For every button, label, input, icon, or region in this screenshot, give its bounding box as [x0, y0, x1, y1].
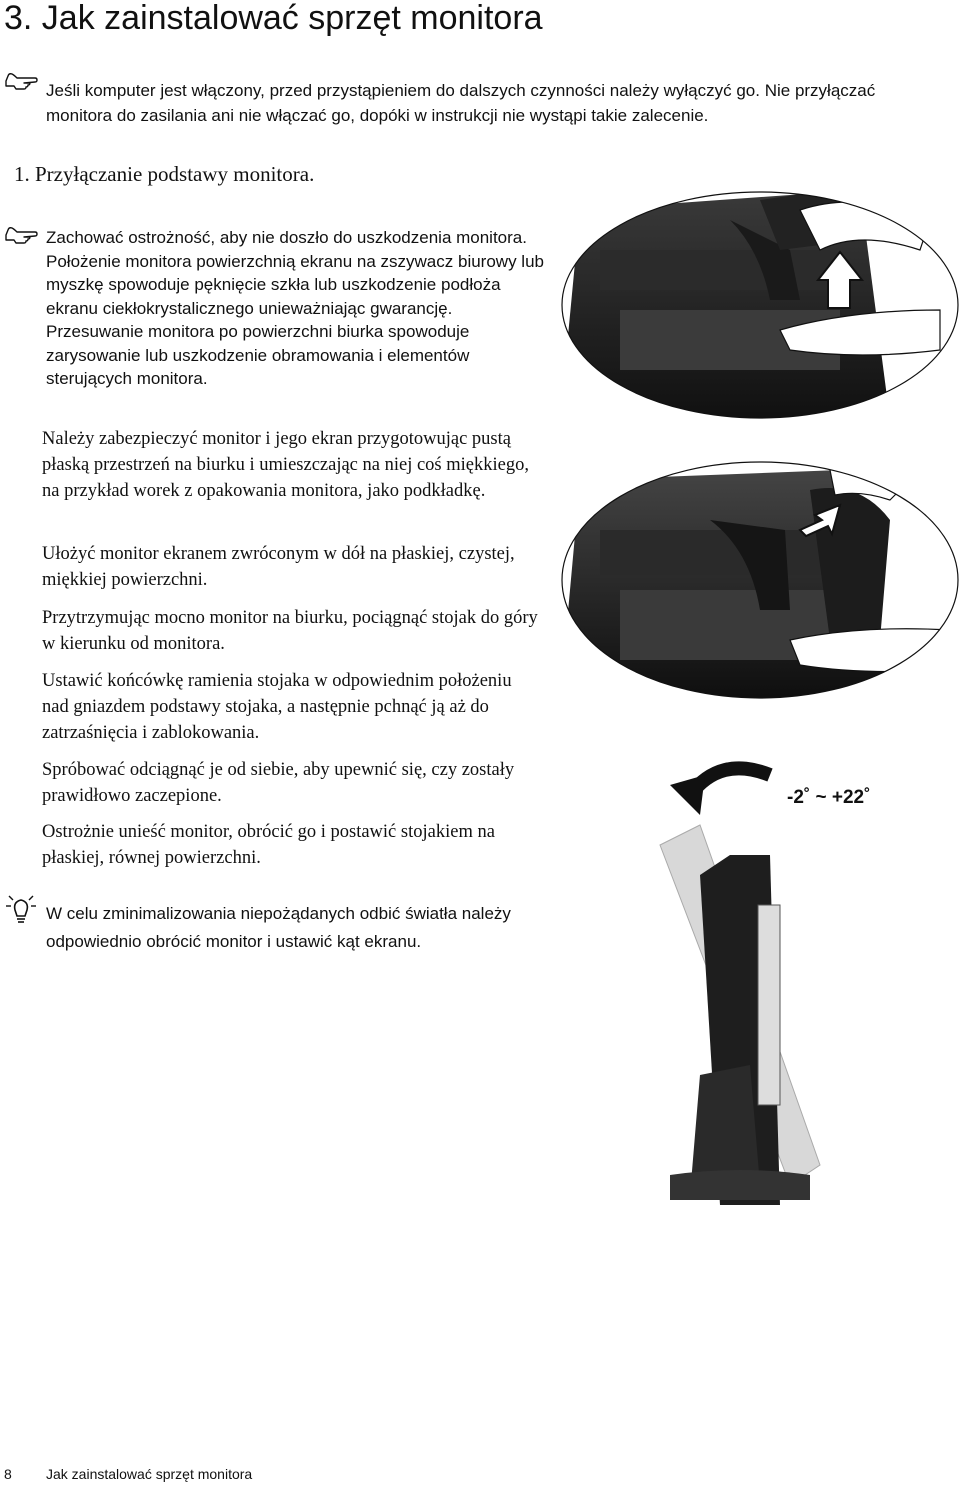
tilt-range-label: -2˚ ~ +22˚: [787, 787, 871, 808]
instruction-paragraph: Ułożyć monitor ekranem zwróconym w dół na płaskiej, czystej, miękkiej powierzchni.: [42, 544, 515, 590]
step-heading: 1. Przyłączanie podstawy monitora.: [14, 162, 315, 186]
instruction-paragraph: Ostrożnie unieść monitor, obrócić go i postawić stojakiem na płaskiej, równej powierzchni.: [42, 822, 495, 868]
stand-removal-illustration: [560, 190, 960, 420]
instruction-paragraph: Ustawić końcówkę ramienia stojaka w odpowiednim położeniu nad gniazdem podstawy stojaka, a następnie pchnąć ją aż do zatrzaśnięcia i zablokowania.: [42, 671, 512, 743]
instruction-paragraph: Przytrzymując mocno monitor na biurku, pociągnąć stojak do góry w kierunku od monitora.: [42, 608, 538, 654]
instruction-paragraph: Spróbować odciągnąć je od siebie, aby upewnić się, czy zostały prawidłowo zaczepione.: [42, 760, 515, 806]
tilt-illustration: [640, 745, 940, 1210]
footer-section-title: Jak zainstalować sprzęt monitora: [46, 1466, 253, 1482]
caution-text: Zachować ostrożność, aby nie doszło do uszkodzenia monitora. Położenie monitora powierzchnią ekranu na zszywacz biurowy lub myszkę spowoduje pęknięcie szkła lub uszkodzenie podłoża ekranu ciekłokrystalicznego unieważniając gwarancję. Przesuwanie monitora po powierzchni biurka spowoduje zarysowanie lub uszkodzenie obramowania i elementów sterujących monitora.: [46, 228, 544, 388]
page-number: 8: [4, 1466, 12, 1482]
instruction-paragraph: Należy zabezpieczyć monitor i jego ekran przygotowując pustą płaską przestrzeń na biurku i umieszczając na niej coś miękkiego, na przykład worek z opakowania monitora, jako podkładkę.: [42, 429, 529, 501]
pointing-hand-icon: [4, 224, 38, 246]
light-bulb-icon: [4, 888, 38, 928]
warning-text: Jeśli komputer jest włączony, przed przystąpieniem do dalszych czynności należy wyłączyć go. Nie przyłączać monitora do zasilania ani nie włączać go, dopóki w instrukcji nie wystąpi takie zalecenie.: [46, 81, 876, 125]
pointing-hand-icon: [4, 70, 38, 92]
page-title: 3. Jak zainstalować sprzęt monitora: [4, 0, 543, 37]
base-attach-illustration: [560, 460, 960, 700]
tip-text: W celu zminimalizowania niepożądanych odbić światła należy odpowiednio obrócić monitor i ustawić kąt ekranu.: [46, 904, 511, 951]
